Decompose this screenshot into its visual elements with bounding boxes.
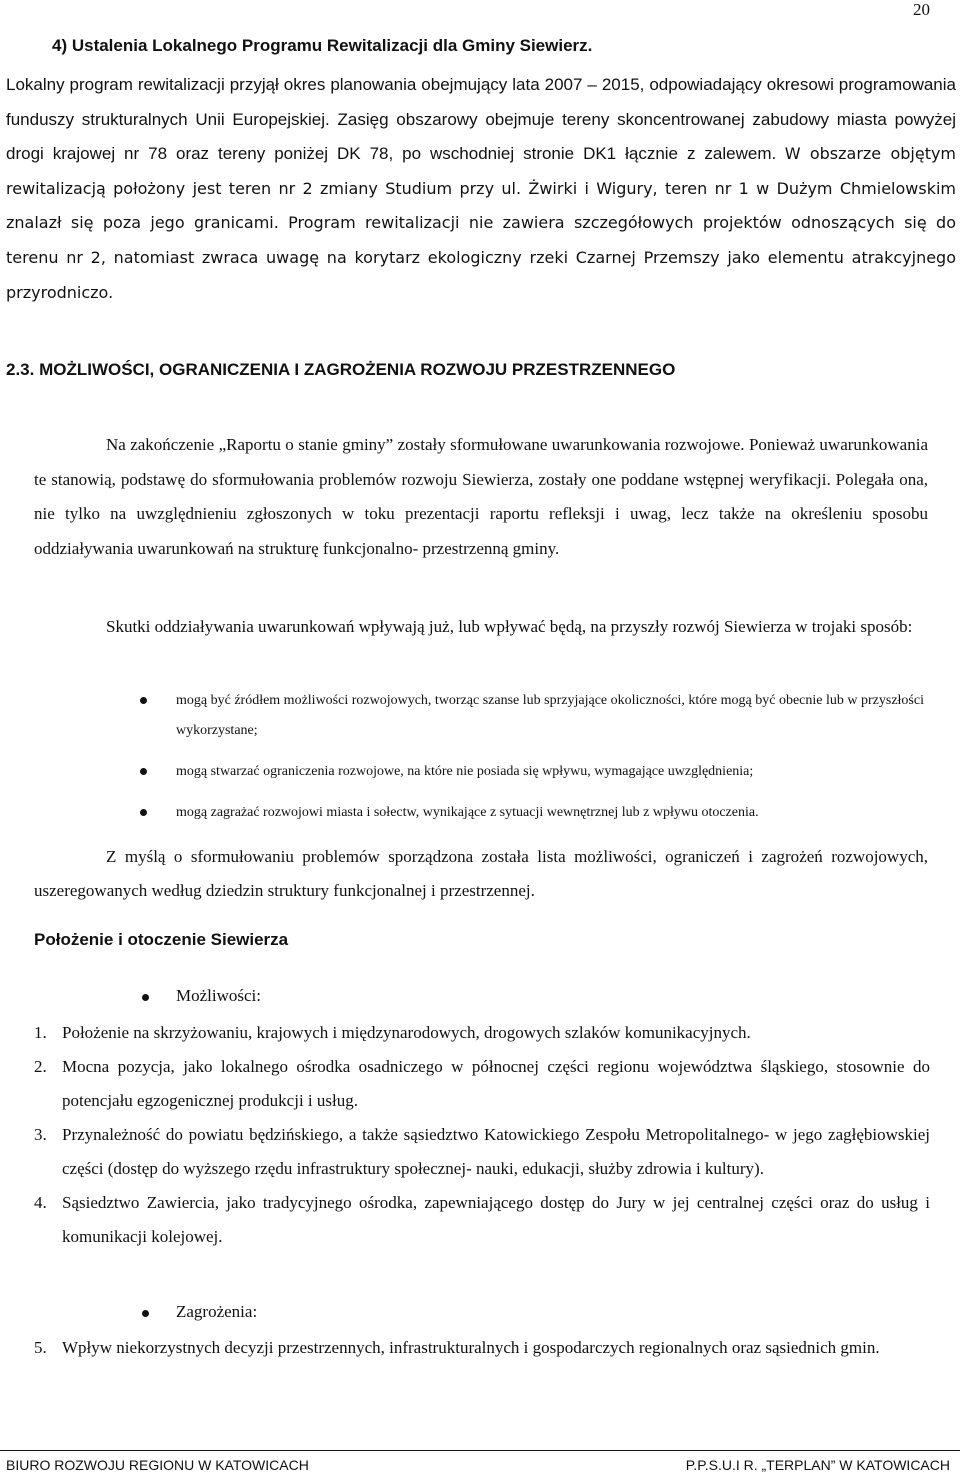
- bullet-icon: [142, 994, 149, 1001]
- opportunity-item: 4. Sąsiedztwo Zawiercia, jako tradycyjnego ośrodka, zapewniającego dostęp do Jury w jej centralnej części oraz do usług i komunikacji kolejowej.: [34, 1193, 930, 1246]
- local-program-body-part2: W obszarze objętym rewitalizacją położony jest teren nr 2 zmiany Studium przy ul. Żwirki i Wigury, teren nr 1 w Dużym Chmielowskim znalazł się poza jego granicami. Program rewitalizacji nie zawiera szczegółowych projektów odnoszących się do terenu nr 2, natomiast zwraca uwagę na korytarz ekologiczny rzeki Czarnej Przemszy jako elementu atrakcyjnego przyrodniczo.: [6, 144, 957, 302]
- bullet-icon: [140, 697, 147, 704]
- bullet-icon: [142, 1310, 149, 1317]
- effect-item: mogą zagrażać rozwojowi miasta i sołectw, wynikające z sytuacji wewnętrznej lub z wpływu otoczenia.: [140, 798, 930, 828]
- threats-category: Zagrożenia:: [176, 1302, 257, 1322]
- threat-item: 5. Wpływ niekorzystnych decyzji przestrzennych, infrastrukturalnych i gospodarczych regionalnych oraz sąsiednich gmin.: [34, 1338, 880, 1357]
- footer-right: P.P.S.U.I R. „TERPLAN” W KATOWICACH: [685, 1457, 950, 1473]
- opportunity-item: 3. Przynależność do powiatu będzińskiego, a także sąsiedztwo Katowickiego Zespołu Metropolitalnego- w jego zagłębiowskiej części (dostęp do wyższego rzędu infrastruktury społecznej- nauki, edukacji, służby zdrowia i kultury).: [34, 1125, 930, 1178]
- opportunity-item: 1. Położenie na skrzyżowaniu, krajowych i międzynarodowych, drogowych szlaków komunikacyjnych.: [34, 1023, 751, 1042]
- section-paragraph-1: Na zakończenie „Raportu o stanie gminy” zostały sformułowane uwarunkowania rozwojowe. Ponieważ uwarunkowania te stanowią, podstawę do sformułowania problemów rozwoju Siewierza, zostały one poddane wstępnej weryfikacji. Polegała ona, nie tylko na uwzględnieniu zgłoszonych w toku prezentacji raportu refleksji i uwag, lecz także na określeniu sposobu oddziaływania uwarunkowań na strukturę funkcjonalno- przestrzenną gminy.: [34, 435, 928, 558]
- opportunity-item: 2. Mocna pozycja, jako lokalnego ośrodka osadniczego w północnej części regionu województwa śląskiego, stosownie do potencjału egzogenicznej produkcji i usług.: [34, 1057, 930, 1110]
- section-paragraph-2: Skutki oddziaływania uwarunkowań wpływają już, lub wpływać będą, na przyszły rozwój Siewierza w trojaki sposób:: [106, 617, 913, 636]
- opportunities-list: [34, 1016, 930, 1254]
- bullet-icon: [140, 809, 147, 816]
- local-program-body: [6, 68, 956, 310]
- local-program-heading: 4) Ustalenia Lokalnego Programu Rewitalizacji dla Gminy Siewierz.: [52, 36, 593, 55]
- opportunities-category: Możliwości:: [176, 986, 261, 1006]
- local-program-body-part1: Lokalny program rewitalizacji przyjął okres planowania obejmujący lata 2007 – 2015, odpowiadający okresowi programowania funduszy strukturalnych Unii Europejskiej. Zasięg obszarowy obejmuje tereny skoncentrowanej zabudowy miasta powyżej drogi krajowej nr 78 oraz tereny poniżej DK 78, po wschodniej stronie DK1 łącznie z zalewem.: [6, 75, 956, 164]
- effects-list: [140, 686, 930, 839]
- footer-divider: [0, 1450, 960, 1451]
- threats-list: [34, 1331, 930, 1365]
- footer-left: BIURO ROZWOJU REGIONU W KATOWICACH: [6, 1457, 309, 1473]
- page-number: 20: [913, 0, 930, 19]
- section-paragraph-3: Z myślą o sformułowaniu problemów sporządzona została lista możliwości, ograniczeń i zagrożeń rozwojowych, uszeregowanych według dziedzin struktury funkcjonalnej i przestrzennej.: [34, 847, 928, 900]
- location-heading: Położenie i otoczenie Siewierza: [34, 930, 289, 949]
- section-heading: 2.3. MOŻLIWOŚCI, OGRANICZENIA I ZAGROŻENIA ROZWOJU PRZESTRZENNEGO: [6, 360, 676, 379]
- bullet-icon: [140, 768, 147, 775]
- effect-item: mogą stwarzać ograniczenia rozwojowe, na które nie posiada się wpływu, wymagające uwzględnienia;: [140, 757, 930, 787]
- effect-item: mogą być źródłem możliwości rozwojowych, tworząc szanse lub sprzyjające okoliczności, które mogą być obecnie lub w przyszłości wykorzystane;: [140, 686, 930, 746]
